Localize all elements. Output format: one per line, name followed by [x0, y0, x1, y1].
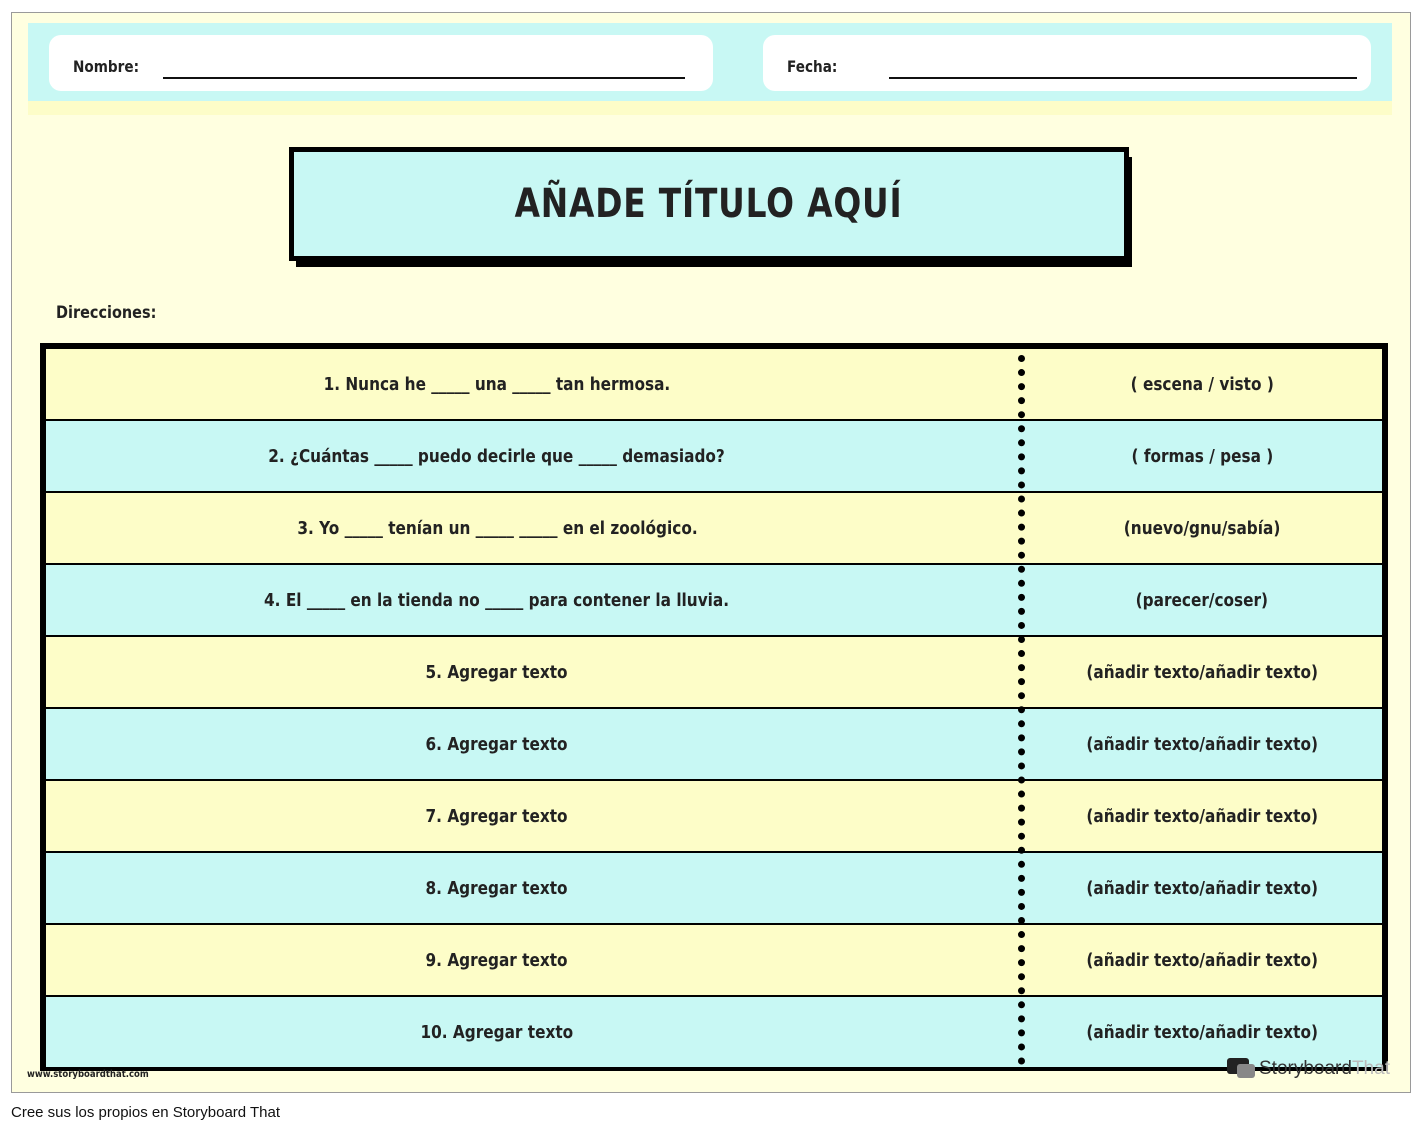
table-row: [46, 925, 1382, 995]
storyboardthat-logo: [1227, 1058, 1390, 1080]
row-options[interactable]: (añadir texto/añadir texto): [1086, 661, 1318, 683]
row-sentence[interactable]: 7. Agregar texto: [425, 805, 569, 827]
row-options[interactable]: (parecer/coser): [1135, 589, 1269, 611]
page-title: AÑADE TÍTULO AQUÍ: [515, 181, 903, 227]
watermark-url: www.storyboardthat.com: [27, 1069, 149, 1080]
name-label: Nombre:: [73, 57, 140, 76]
row-options[interactable]: ( escena / visto ): [1130, 373, 1274, 395]
row-sentence[interactable]: 2. ¿Cuántas _____ puedo decirle que _____ demasiado?: [268, 445, 726, 467]
row-sentence[interactable]: 10. Agregar texto: [420, 1021, 574, 1043]
title-box[interactable]: [289, 147, 1129, 261]
dotted-divider: [1018, 355, 1025, 1065]
header-band-bottom: [28, 101, 1392, 115]
footer-text: Cree sus los propios en Storyboard That: [11, 1104, 281, 1121]
row-options[interactable]: (añadir texto/añadir texto): [1086, 949, 1318, 971]
speech-bubble-icon: [1227, 1058, 1255, 1080]
row-sentence[interactable]: 9. Agregar texto: [425, 949, 569, 971]
row-options[interactable]: (añadir texto/añadir texto): [1086, 877, 1318, 899]
directions-label[interactable]: Direcciones:: [56, 303, 157, 323]
row-sentence[interactable]: 4. El _____ en la tienda no _____ para contener la lluvia.: [264, 589, 730, 611]
row-options[interactable]: (nuevo/gnu/sabía): [1123, 517, 1281, 539]
exercise-table: [40, 343, 1388, 1071]
name-line[interactable]: [163, 77, 685, 79]
row-options[interactable]: (añadir texto/añadir texto): [1086, 1021, 1318, 1043]
name-field-box[interactable]: [49, 35, 713, 91]
table-row: [46, 421, 1382, 491]
table-row: [46, 493, 1382, 563]
table-row: [46, 853, 1382, 923]
row-sentence[interactable]: 6. Agregar texto: [425, 733, 569, 755]
worksheet: [11, 12, 1411, 1093]
logo-text-storyboard: Storyboard: [1259, 1058, 1352, 1079]
table-row: [46, 637, 1382, 707]
row-sentence[interactable]: 8. Agregar texto: [425, 877, 569, 899]
row-sentence[interactable]: 3. Yo _____ tenían un _____ _____ en el zoológico.: [296, 517, 698, 539]
table-row: [46, 349, 1382, 419]
row-sentence[interactable]: 1. Nunca he _____ una _____ tan hermosa.: [323, 373, 671, 395]
row-options[interactable]: ( formas / pesa ): [1131, 445, 1273, 467]
row-options[interactable]: (añadir texto/añadir texto): [1086, 733, 1318, 755]
table-row: [46, 781, 1382, 851]
logo-text-that: That: [1351, 1058, 1390, 1079]
row-sentence[interactable]: 5. Agregar texto: [425, 661, 569, 683]
table-row: [46, 997, 1382, 1067]
date-label: Fecha:: [787, 57, 838, 76]
table-row: [46, 565, 1382, 635]
row-options[interactable]: (añadir texto/añadir texto): [1086, 805, 1318, 827]
table-row: [46, 709, 1382, 779]
date-line[interactable]: [889, 77, 1357, 79]
date-field-box[interactable]: [763, 35, 1371, 91]
